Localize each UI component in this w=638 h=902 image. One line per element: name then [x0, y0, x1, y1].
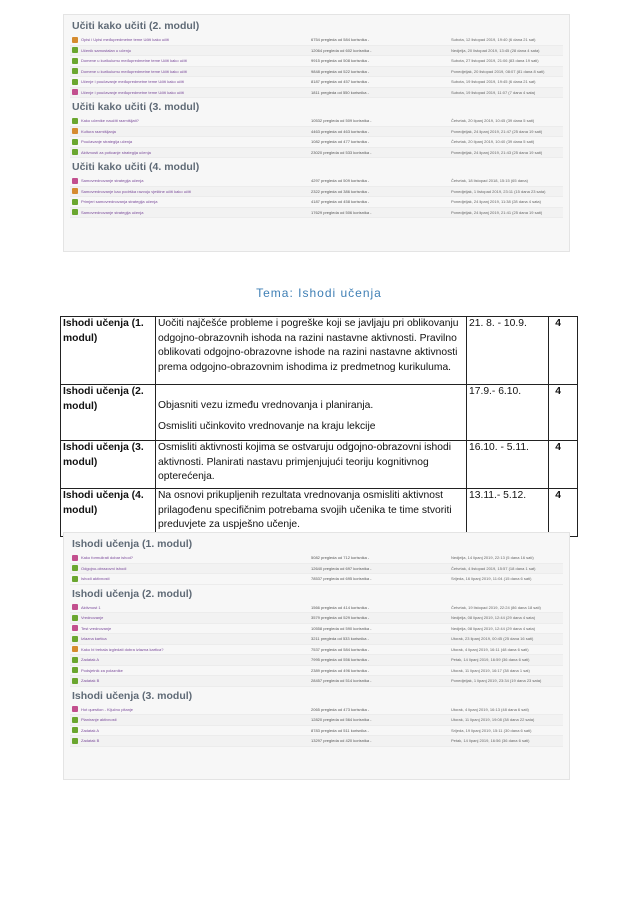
course-stats-screenshot-top [63, 14, 570, 252]
module-title: Učiti kako učiti (3. modul) [72, 101, 200, 113]
activity-list [70, 603, 563, 687]
module-label: Ishodi učenja (3. modul) [61, 441, 156, 489]
table-row [61, 317, 578, 385]
resource-icon [72, 79, 78, 85]
activity-views: 4297 pregleda od 509 korisnika - [311, 178, 370, 183]
activity-link[interactable]: Domene u kurikulumu međupredmetne teme Učiti kako učiti [81, 68, 187, 74]
activity-link[interactable]: Samovrednovanje strategija učenja [81, 178, 144, 183]
activity-row [70, 553, 563, 564]
activity-row [70, 208, 563, 219]
date-range: 13.11.- 5.12. [467, 489, 549, 537]
activity-row [70, 564, 563, 575]
date-range: 16.10. - 5.11. [467, 441, 549, 489]
resource-icon [72, 636, 78, 642]
activity-last-access: Ponedjeljak, 24 lipanj 2019, 21:41 (25 dana 19 sati) [451, 209, 543, 215]
activity-last-access: Utorak, 11 lipanj 2019, 16:17 (38 dana 1 sat) [451, 667, 530, 673]
resource-icon [72, 678, 78, 684]
activity-row [70, 88, 563, 99]
table-row [61, 385, 578, 441]
activity-last-access: Utorak, 11 lipanj 2019, 19:08 (38 dana 22 sata) [451, 717, 535, 722]
outcome-line: Objasniti vezu između vrednovanja i planiranja. [158, 400, 374, 411]
activity-row [70, 176, 563, 187]
activity-row [70, 666, 563, 677]
activity-list [70, 116, 563, 158]
activity-views: 9848 pregleda od 522 korisnika - [311, 68, 370, 74]
resource-icon [72, 738, 78, 744]
activity-views: 4187 pregleda od 458 korisnika - [311, 199, 370, 204]
module-title: Ishodi učenja (2. modul) [72, 587, 193, 600]
activity-row [70, 715, 563, 726]
resource-icon [72, 139, 78, 145]
activity-list [70, 553, 563, 585]
activity-row [70, 624, 563, 635]
activity-link[interactable]: Test vrednovanje [81, 625, 112, 631]
activity-row [70, 67, 563, 78]
activity-views: 23020 pregleda od 533 korisnika - [311, 149, 372, 155]
activity-views: 9915 pregleda od 508 korisnika - [311, 58, 370, 63]
activity-last-access: Ponedjeljak, 20 listopad 2019, 08:07 (81 dana 8 sati) [451, 68, 545, 74]
topic-heading: Tema: Ishodi učenja [256, 286, 382, 300]
activity-last-access: Četvrtak, 4 listopad 2019, 15:57 (18 dana 1 sat) [451, 565, 536, 571]
activity-link[interactable]: Kultura razmišljanja [81, 128, 116, 134]
activity-views: 2065 pregleda od 473 korisnika - [311, 706, 370, 712]
activity-link[interactable]: Samovrednovanje kao podrška razvoju vještine učiti kako učiti [81, 188, 191, 194]
activity-last-access: Subota, 27 listopad 2019, 21:06 (83 dana 19 sati) [451, 58, 539, 63]
resource-icon [72, 576, 78, 582]
date-range: 17.9.- 6.10. [467, 385, 549, 441]
forum-icon [72, 646, 78, 652]
activity-link[interactable]: Poučavanje strategija učenja [81, 139, 133, 144]
hours-value: 4 [549, 317, 578, 385]
resource-icon [72, 727, 78, 733]
activity-row [70, 56, 563, 67]
activity-last-access: Ponedjeljak, 24 lipanj 2019, 21:47 (25 dana 19 sati) [451, 128, 543, 134]
activity-last-access: Petak, 14 lipanj 2019, 16:59 (36 dana 6 sati) [451, 657, 530, 662]
activity-views: 78537 pregleda od 695 korisnika - [311, 576, 372, 581]
activity-link[interactable]: Kako učenike naučiti razmišljati? [81, 118, 139, 123]
outcomes-table [60, 316, 578, 537]
activity-views: 13297 pregleda od 420 korisnika - [311, 738, 372, 743]
table-row [61, 441, 578, 489]
activity-row [70, 613, 563, 624]
activity-row [70, 736, 563, 747]
activity-link[interactable]: Primjeri samovrednovanja strategija učenja [81, 199, 158, 204]
activity-row [70, 676, 563, 687]
activity-views: 4463 pregleda od 463 korisnika - [311, 128, 370, 134]
activity-last-access: Srijeda, 16 lipanj 2019, 11:04 (15 dana 6 sati) [451, 576, 532, 581]
activity-last-access: Utorak, 23 lipanj 2019, 00:45 (25 dana 16 sati) [451, 636, 534, 641]
activity-link[interactable]: Aktivnosti za poticanje strategija učenja [81, 149, 151, 155]
activity-list [70, 35, 563, 98]
activity-last-access: Srijeda, 19 lipanj 2019, 15:11 (30 dana 6 sati) [451, 727, 532, 733]
activity-link[interactable]: Opisi i Upisi međupredmetne teme Učiti kako učiti [81, 37, 170, 42]
activity-views: 2322 pregleda od 386 korisnika - [311, 188, 370, 194]
activity-row [70, 127, 563, 138]
quiz-icon [72, 555, 78, 561]
activity-link[interactable]: Zadatak B [81, 738, 100, 743]
activity-views: 1566 pregleda od 414 korisnika - [311, 604, 370, 610]
activity-link[interactable]: Hot question - Ključno pitanje [81, 706, 134, 712]
module-title: Ishodi učenja (1. modul) [72, 538, 193, 550]
activity-row [70, 197, 563, 208]
activity-link[interactable]: Kako formulirati dobar ishod? [81, 555, 134, 560]
module-title: Ishodi učenja (3. modul) [72, 689, 193, 702]
resource-icon [72, 565, 78, 571]
activity-link[interactable]: Ishodi aktivnosti [81, 576, 110, 581]
activity-last-access: Ponedjeljak, 24 lipanj 2019, 11:38 (28 dana 4 sata) [451, 199, 541, 204]
activity-last-access: Nedjelja, 20 listopad 2019, 13:45 (28 dana 4 sata) [451, 47, 540, 53]
activity-last-access: Subota, 19 listopad 2019, 11:07 (7 dana 4 sata) [451, 89, 536, 95]
activity-link[interactable]: Domene u kurikulumu međupredmetne teme Učiti kako učiti [81, 58, 187, 63]
activity-last-access: Subota, 12 listopad 2019, 19:40 (6 dana 21 sat) [451, 37, 536, 42]
quiz-icon [72, 604, 78, 610]
quiz-icon [72, 625, 78, 631]
hours-value: 4 [549, 385, 578, 441]
activity-views: 12064 pregleda od 602 korisnika - [311, 47, 372, 53]
activity-link[interactable]: Odgojno-obrazovni ishodi [81, 565, 127, 571]
activity-last-access: Utorak, 4 lipanj 2019, 16:11 (48 dana 6 sati) [451, 646, 529, 652]
activity-last-access: Nedjelja, 08 lipanj 2019, 12:44 (29 dana 4 sata) [451, 615, 536, 620]
activity-views: 1082 pregleda od 477 korisnika - [311, 139, 370, 144]
outcome-description: Uočiti najčešće probleme i pogreške koji se javljaju pri oblikovanju odgojno-obrazovnih ishoda na razini nastavne aktivnosti. Pravilno oblikovati odgojno-obrazovne ishode na razini nastavne aktivnosti prema odgojno-obrazovnim ishodima iz predmetnog kurikuluma. [156, 317, 467, 385]
activity-row [70, 46, 563, 57]
activity-link[interactable]: Planiranje aktivnosti [81, 717, 117, 722]
activity-views: 12640 pregleda od 697 korisnika - [311, 565, 372, 571]
resource-icon [72, 58, 78, 64]
course-stats-screenshot-bottom [63, 532, 570, 780]
activity-link[interactable]: Zadatak A [81, 727, 100, 733]
activity-views: 17629 pregleda od 506 korisnika - [311, 209, 372, 215]
activity-views: 3211 pregleda od 533 korisnika - [311, 636, 369, 641]
activity-last-access: Subota, 19 listopad 2019, 19:45 (6 dana 21 sat) [451, 79, 536, 84]
table-row [61, 489, 578, 537]
module-label: Ishodi učenja (2. modul) [61, 385, 156, 441]
activity-last-access: Nedjelja, 08 lipanj 2019, 12:44 (29 dana 4 sata) [451, 625, 536, 631]
activity-last-access: Četvrtak, 19 listopad 2019, 22:24 (86 dana 18 sati) [451, 604, 541, 610]
forum-icon [72, 37, 78, 43]
hours-value: 4 [549, 441, 578, 489]
quiz-icon [72, 178, 78, 184]
resource-icon [72, 199, 78, 205]
activity-views: 5082 pregleda od 712 korisnika - [311, 555, 370, 560]
activity-row [70, 726, 563, 737]
forum-icon [72, 128, 78, 134]
activity-link[interactable]: Kako bi trebala izgledati dobra izlazna kartica? [81, 646, 164, 652]
activity-row [70, 187, 563, 198]
activity-last-access: Četvrtak, 18 listopad 2018, 15:15 (65 dana) [451, 178, 528, 183]
activity-views: 8187 pregleda od 457 korisnika - [311, 79, 370, 84]
activity-row [70, 574, 563, 585]
activity-views: 3579 pregleda od 529 korisnika - [311, 615, 370, 620]
resource-icon [72, 118, 78, 124]
activity-last-access: Petak, 14 lipanj 2019, 16:56 (36 dana 6 sati) [451, 738, 530, 743]
date-range: 21. 8. - 10.9. [467, 317, 549, 385]
activity-last-access: Ponedjeljak, 24 lipanj 2019, 21:43 (25 dana 19 sati) [451, 149, 543, 155]
activity-views: 7537 pregleda od 584 korisnika - [311, 646, 370, 652]
activity-last-access: Nedjelja, 14 lipanj 2019, 22:13 (5 dana 16 sati) [451, 555, 534, 560]
activity-views: 12820 pregleda od 564 korisnika - [311, 717, 372, 722]
activity-views: 7995 pregleda od 556 korisnika - [311, 657, 370, 662]
activity-row [70, 148, 563, 159]
activity-last-access: Utorak, 4 lipanj 2019, 16:13 (48 dana 6 sati) [451, 706, 529, 712]
resource-icon [72, 68, 78, 74]
module-label: Ishodi učenja (4. modul) [61, 489, 156, 537]
activity-row [70, 705, 563, 716]
quiz-icon [72, 89, 78, 95]
activity-views: 8783 pregleda od 511 korisnika - [311, 727, 369, 733]
activity-row [70, 655, 563, 666]
resource-icon [72, 717, 78, 723]
outcome-description: Na osnovi prikupljenih rezultata vrednovanja osmisliti aktivnost prilagođenu specifičnim potrebama svojih učenika te time stvoriti preduvjete za uspješno učenje. [156, 489, 467, 537]
activity-views: 6754 pregleda od 584 korisnika - [311, 37, 370, 42]
outcome-description [156, 385, 467, 441]
activity-row [70, 645, 563, 656]
hours-value: 4 [549, 489, 578, 537]
activity-list [70, 705, 563, 747]
module-title: Učiti kako učiti (4. modul) [72, 161, 200, 173]
activity-views: 1811 pregleda od 550 korisnika - [311, 89, 369, 95]
activity-link[interactable]: Učenje i poučavanje međupredmetne teme Učiti kako učiti [81, 79, 184, 84]
activity-views: 10532 pregleda od 509 korisnika - [311, 118, 372, 123]
outcome-description: Osmisliti aktivnosti kojima se ostvaruju odgojno-obrazovni ishodi aktivnosti. Planirati nastavu primjenjujući teoriju kognitivnog opterećenja. [156, 441, 467, 489]
resource-icon [72, 149, 78, 155]
activity-row [70, 137, 563, 148]
activity-last-access: Četvrtak, 20 lipanj 2019, 10:40 (39 dana 5 sati) [451, 139, 535, 144]
activity-link[interactable]: Vrednovanje [81, 615, 104, 620]
resource-icon [72, 615, 78, 621]
activity-link[interactable]: Zadatak A [81, 657, 100, 662]
activity-views: 10558 pregleda od 590 korisnika - [311, 625, 372, 631]
activity-link[interactable]: Podsjetnik za polaznike [81, 667, 123, 673]
activity-link[interactable]: Izlazna kartica [81, 636, 107, 641]
module-title: Učiti kako učiti (2. modul) [72, 20, 200, 32]
outcome-line: Osmisliti učinkovito vrednovanje na kraju lekcije [158, 420, 376, 432]
resource-icon [72, 657, 78, 663]
resource-icon [72, 209, 78, 215]
activity-last-access: Četvrtak, 20 lipanj 2019, 10:45 (39 dana 5 sati) [451, 118, 535, 123]
activity-link[interactable]: Učenje i poučavanje međupredmetne teme Učiti kako učiti [81, 89, 184, 95]
activity-list [70, 176, 563, 218]
activity-row [70, 634, 563, 645]
activity-link[interactable]: Aktivnost 1 [81, 604, 101, 610]
quiz-icon [72, 706, 78, 712]
activity-row [70, 77, 563, 88]
activity-views: 2389 pregleda od 496 korisnika - [311, 667, 370, 673]
activity-link[interactable]: Učenik samostalan u učenju [81, 47, 132, 53]
activity-link[interactable]: Samovrednovanje strategija učenja [81, 209, 144, 215]
activity-row [70, 35, 563, 46]
module-label: Ishodi učenja (1. modul) [61, 317, 156, 385]
activity-last-access: Ponedjeljak, 1 lipanj 2019, 23:34 (19 dana 23 sata) [451, 678, 542, 683]
activity-row [70, 603, 563, 614]
resource-icon [72, 667, 78, 673]
forum-icon [72, 188, 78, 194]
resource-icon [72, 47, 78, 53]
activity-row [70, 116, 563, 127]
activity-last-access: Ponedjeljak, 1 listopad 2019, 23:11 (15 dana 23 sata) [451, 188, 546, 194]
activity-views: 28457 pregleda od 514 korisnika - [311, 678, 372, 683]
activity-link[interactable]: Zadatak B [81, 678, 100, 683]
